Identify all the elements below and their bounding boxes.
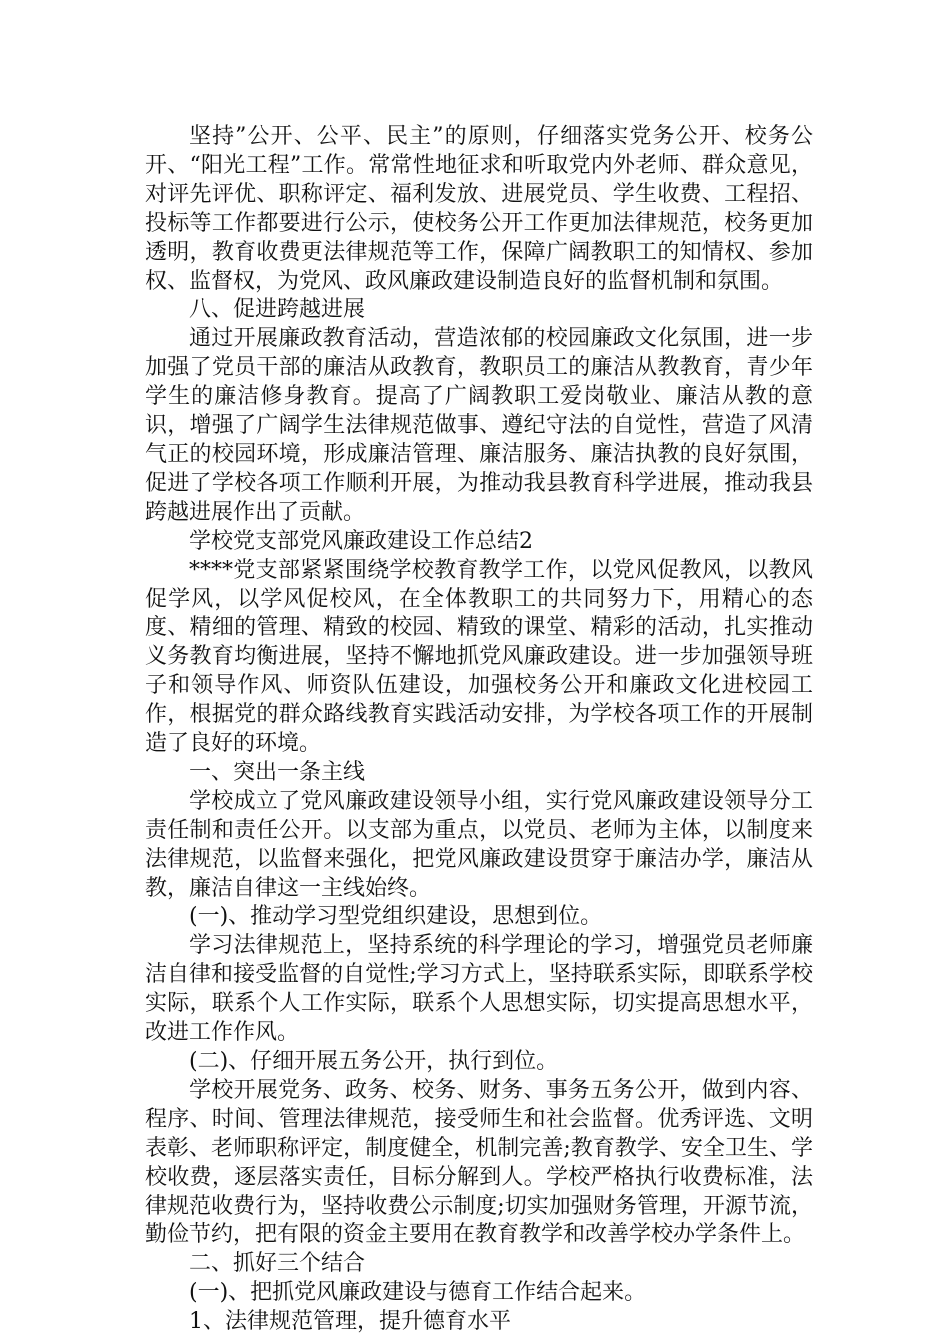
paragraph-party-branch: ****党支部紧紧围绕学校教育教学工作，以党风促教风，以教风促学风，以学风促校风，在全体教职工的共同努力下，用精心的态度、精细的管理、精致的校园、精致的课堂、精彩的活动，扎实推动义务教育均衡进展，坚持不懈地抓党风廉政建设。进一步加强领导班子和领导作风、师资队伍建设，加强校务公开和廉政文化进校园工作，根据党的群众路线教育实践活动安排，为学校各项工作的开展制造了良好的环境。 xyxy=(145,557,813,757)
paragraph-education-activities: 通过开展廉政教育活动，营造浓郁的校园廉政文化氛围，进一步加强了党员干部的廉洁从政教育，教职员工的廉洁从教教育，青少年学生的廉洁修身教育。提高了广阔教职工爱岗敬业、廉洁从教的意识，增强了广阔学生法律规范做事、遵纪守法的自觉性，营造了风清气正的校园环境，形成廉洁管理、廉洁服务、廉洁执教的良好氛围，促进了学校各项工作顺利开展，为推动我县教育科学进展，推动我县跨越进展作出了贡献。 xyxy=(145,326,813,525)
document-page xyxy=(145,123,813,1337)
paragraph-transparency: 坚持”公开、公平、民主”的原则，仔细落实党务公开、校务公开、“阳光工程”工作。常常性地征求和听取党内外老师、群众意见，对评先评优、职称评定、福利发放、进展党员、学生收费、工程招、投标等工作都要进行公示，使校务公开工作更加法律规范，校务更加透明，教育收费更法律规范等工作，保障广阔教职工的知情权、参加权、监督权，为党风、政风廉政建设制造良好的监督机制和氛围。 xyxy=(145,124,813,294)
paragraph-leadership-group: 学校成立了党风廉政建设领导小组，实行党风廉政建设领导分工责任制和责任公开。以支部为重点，以党员、老师为主体，以制度来法律规范，以监督来强化，把党风廉政建设贯穿于廉洁办学，廉洁从教，廉洁自律这一主线始终。 xyxy=(145,788,813,901)
heading-section-1: 一、突出一条主线 xyxy=(189,759,366,785)
paragraph-five-disclosures: 学校开展党务、政务、校务、财务、事务五务公开，做到内容、程序、时间、管理法律规范，接受师生和社会监督。优秀评选、文明表彰、老师职称评定，制度健全，机制完善;教育教学、安全卫生、学校收费，逐层落实责任，目标分解到人。学校严格执行收费标准，法律规范收费行为，坚持收费公示制度;切实加强财务管理，开源节流，勤俭节约，把有限的资金主要用在教育教学和改善学校办学条件上。 xyxy=(145,1077,813,1248)
heading-section-8: 八、促进跨越进展 xyxy=(189,297,366,323)
heading-item-1: 1、法律规范管理，提升德育水平 xyxy=(189,1309,511,1335)
heading-section-2: 二、抓好三个结合 xyxy=(189,1251,366,1277)
heading-subsection-2-1: (一)、把抓党风廉政建设与德育工作结合起来。 xyxy=(189,1280,647,1306)
heading-summary-2: 学校党支部党风廉政建设工作总结2 xyxy=(189,528,533,554)
paragraph-learning: 学习法律规范上，坚持系统的科学理论的学习，增强党员老师廉洁自律和接受监督的自觉性;学习方式上，坚持联系实际，即联系学校实际，联系个人工作实际，联系个人思想实际，切实提高思想水平，改进工作作风。 xyxy=(145,933,813,1046)
heading-subsection-2: (二)、仔细开展五务公开，执行到位。 xyxy=(189,1049,559,1074)
heading-subsection-1: (一)、推动学习型党组织建设，思想到位。 xyxy=(189,904,603,930)
